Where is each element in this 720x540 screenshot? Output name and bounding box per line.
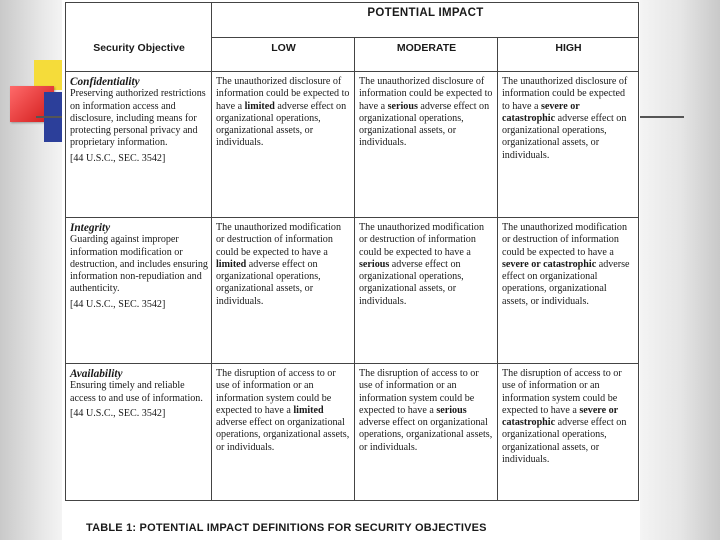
objective-cell	[66, 218, 212, 364]
high-impact-cell: The unauthorized modification or destruction of information could be expected to have a severe or catastrophic adverse effect on organizational operations, organizational assets, or individuals.	[498, 218, 639, 364]
objective-definition: Ensuring timely and reliable access to and use of information.	[70, 380, 203, 404]
objective-reference: [44 U.S.C., SEC. 3542]	[70, 407, 166, 419]
impact-table	[65, 2, 639, 501]
low-impact-cell: The unauthorized modification or destruction of information could be expected to have a limited adverse effect on organizational operations, organizational assets, or individuals.	[212, 218, 355, 364]
objective-cell	[66, 72, 212, 218]
high-header: HIGH	[498, 38, 639, 72]
high-impact-cell: The unauthorized disclosure of information could be expected to have a severe or catastrophic adverse effect on organizational operations, organizational assets, or individuals.	[498, 72, 639, 218]
low-impact-cell: The disruption of access to or use of information or an information system could be expected to have a limited adverse effect on organizational operations, organizational assets, or individuals.	[212, 364, 355, 501]
objective-cell	[66, 364, 212, 501]
moderate-header: MODERATE	[355, 38, 498, 72]
objective-definition: Guarding against improper information modification or destruction, and includes ensuring information non-repudiation and authenticity.	[70, 234, 208, 295]
table-caption: TABLE 1: POTENTIAL IMPACT DEFINITIONS FOR SECURITY OBJECTIVES	[86, 522, 487, 534]
objective-title: Availability	[70, 368, 123, 380]
objective-definition: Preserving authorized restrictions on information access and disclosure, including means for protecting personal privacy and proprietary information.	[70, 88, 206, 149]
table-row	[66, 72, 639, 218]
moderate-impact-cell: The unauthorized modification or destruction of information could be expected to have a serious adverse effect on organizational operations, organizational assets, or individuals.	[355, 218, 498, 364]
moderate-impact-cell: The disruption of access to or use of information or an information system could be expected to have a serious adverse effect on organizational operations, organizational assets, or individuals.	[355, 364, 498, 501]
objective-title: Integrity	[70, 222, 111, 234]
table-row	[66, 364, 639, 501]
high-impact-cell: The disruption of access to or use of information or an information system could be expected to have a severe or catastrophic adverse effect on organizational operations, organizational assets, or individuals.	[498, 364, 639, 501]
potential-impact-header: POTENTIAL IMPACT	[212, 3, 639, 38]
corner-cell	[66, 3, 212, 38]
scanned-page	[62, 0, 640, 540]
table-row	[66, 218, 639, 364]
objective-reference: [44 U.S.C., SEC. 3542]	[70, 152, 166, 164]
objective-reference: [44 U.S.C., SEC. 3542]	[70, 298, 166, 310]
moderate-impact-cell: The unauthorized disclosure of information could be expected to have a serious adverse effect on organizational operations, organizational assets, or individuals.	[355, 72, 498, 218]
low-impact-cell: The unauthorized disclosure of information could be expected to have a limited adverse effect on organizational operations, organizational assets, or individuals.	[212, 72, 355, 218]
objective-title: Confidentiality	[70, 76, 140, 88]
security-objective-header: Security Objective	[66, 38, 212, 72]
decor-line-right	[636, 116, 684, 118]
low-header: LOW	[212, 38, 355, 72]
